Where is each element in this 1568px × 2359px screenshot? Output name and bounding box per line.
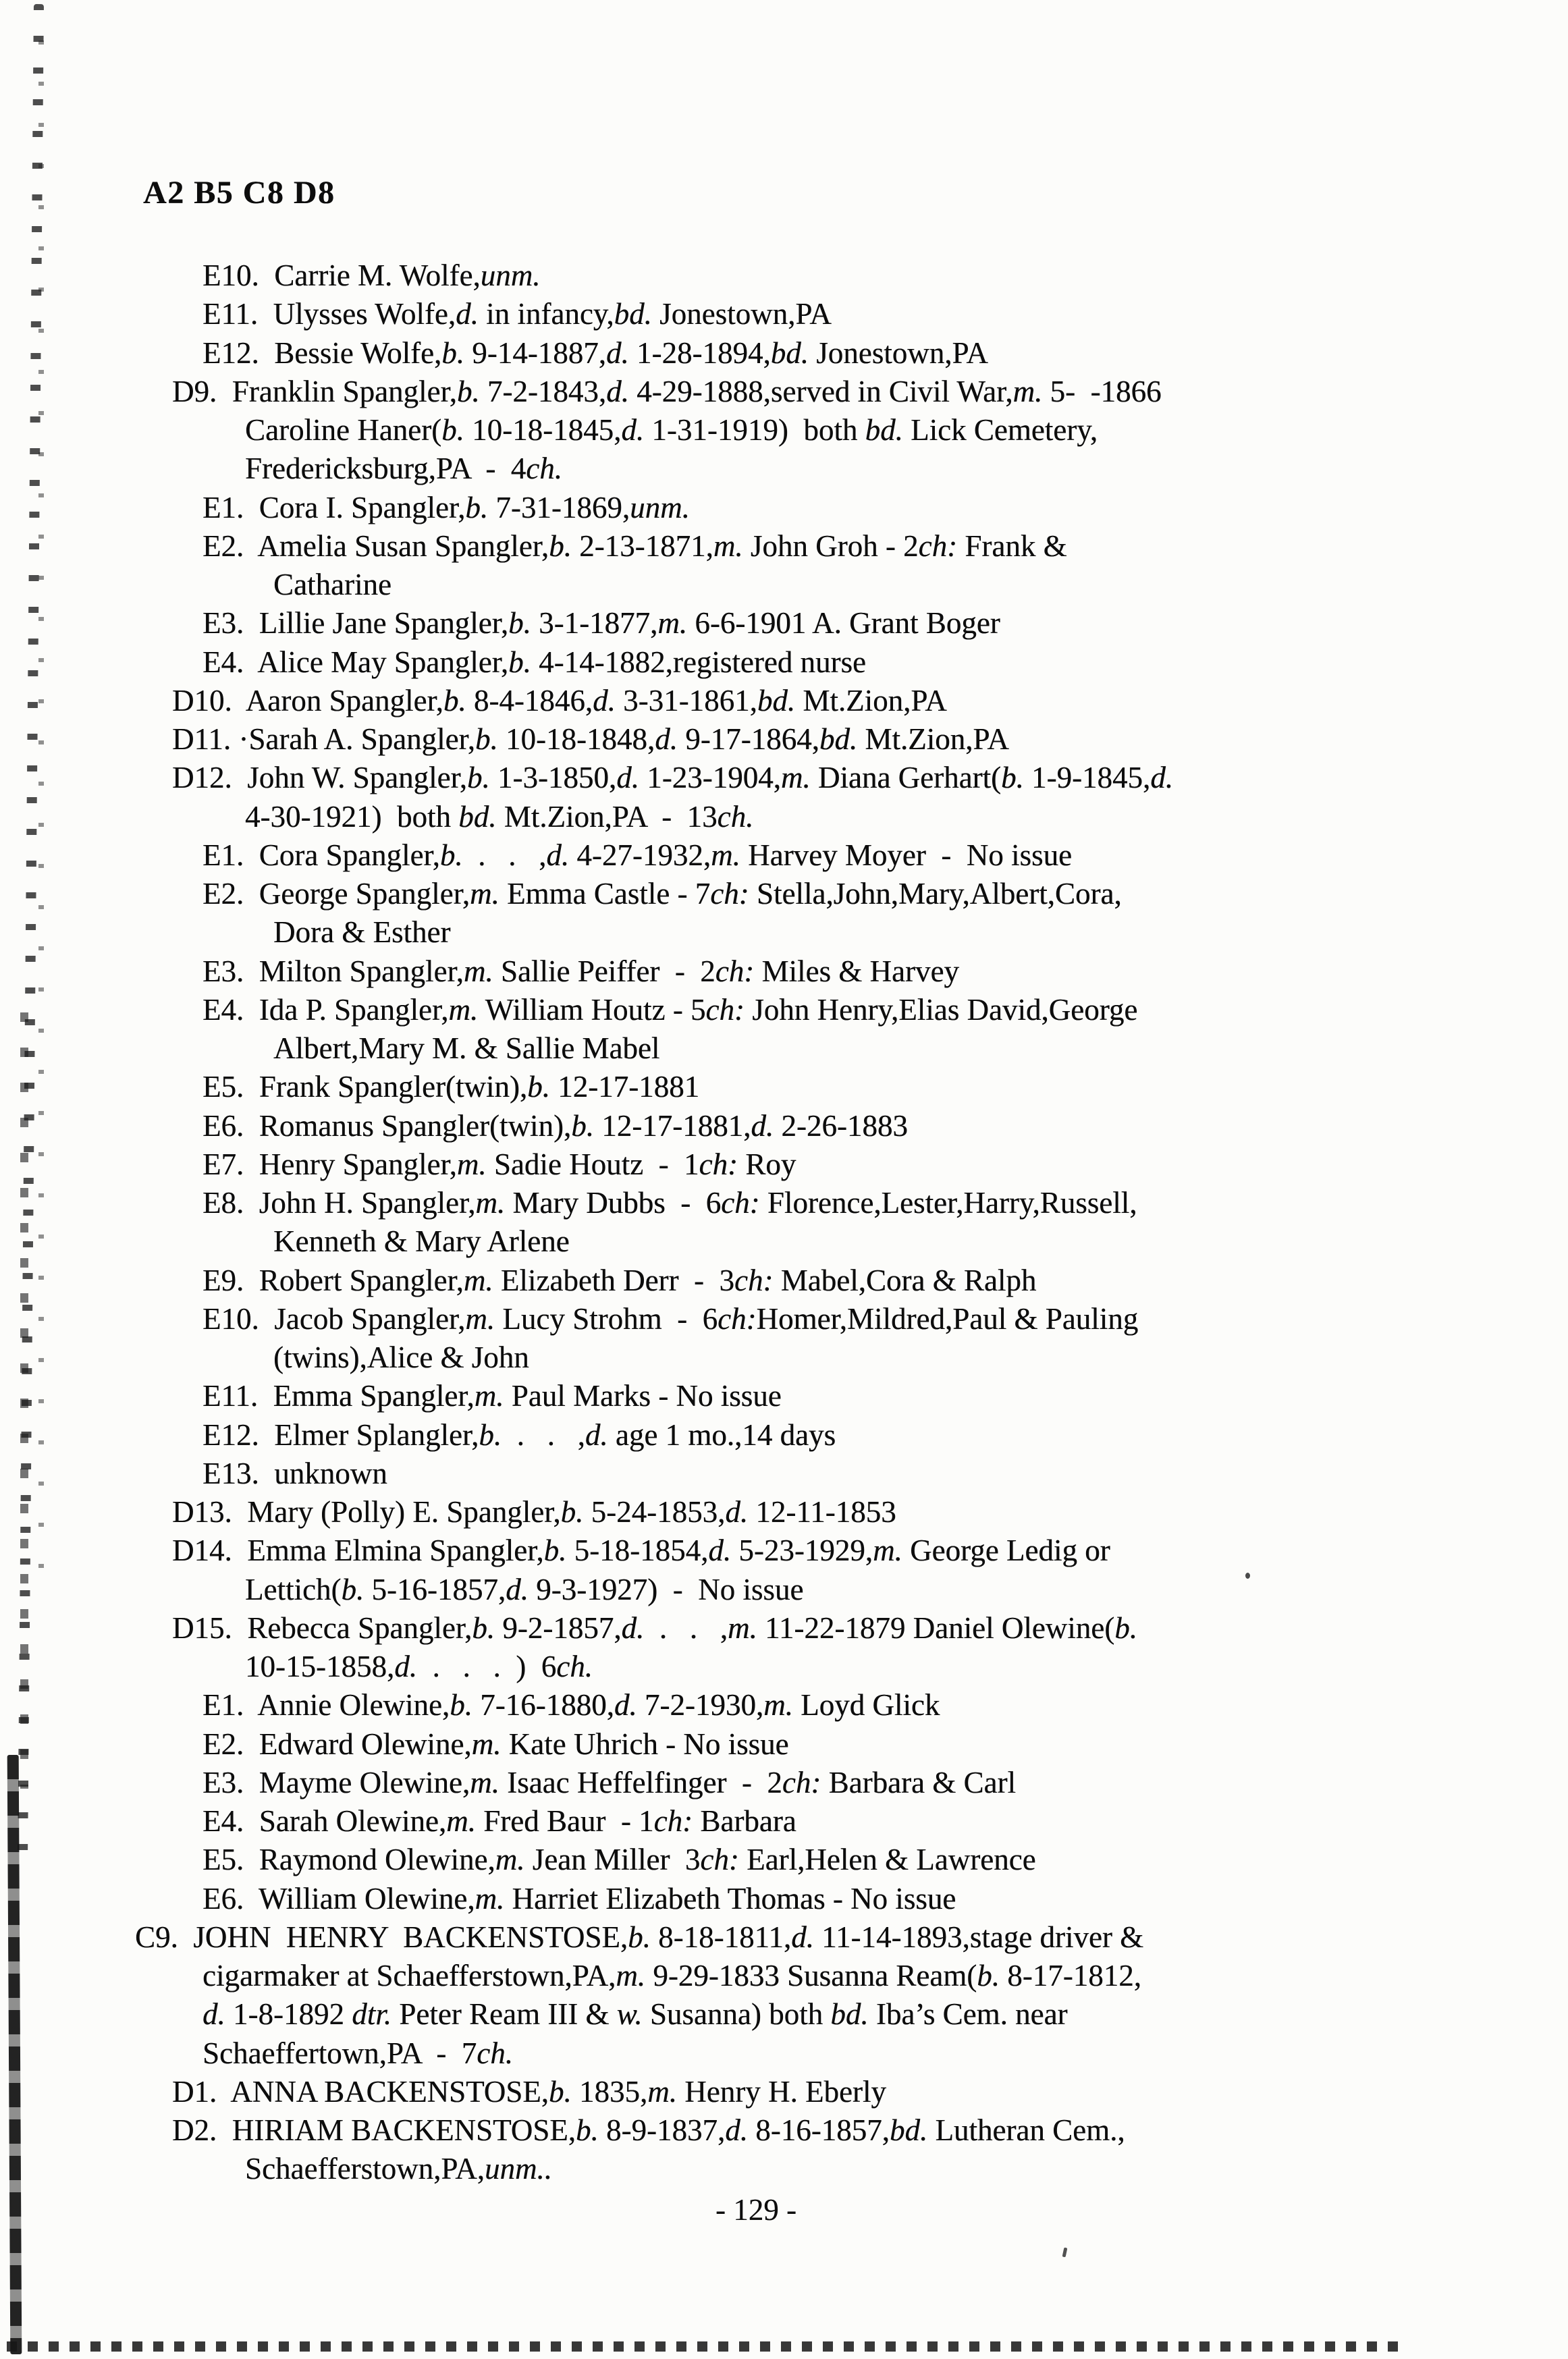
text-line: Caroline Haner(b. 10-18-1845,d. 1-31-1919) both bd. Lick Cemetery, <box>245 413 1098 447</box>
page-number: - 129 - <box>715 2193 796 2227</box>
text-line: Fredericksburg,PA - 4ch. <box>245 452 562 485</box>
text-line: D13. Mary (Polly) E. Spangler,b. 5-24-1853,d. 12-11-1853 <box>172 1495 896 1529</box>
text-line: E11. Ulysses Wolfe,d. in infancy,bd. Jonestown,PA <box>202 297 832 331</box>
text-line: Dora & Esther <box>273 915 451 949</box>
text-line: D14. Emma Elmina Spangler,b. 5-18-1854,d. 5-23-1929,m. George Ledig or <box>172 1534 1110 1567</box>
text-line: 4-30-1921) both bd. Mt.Zion,PA - 13ch. <box>245 800 754 834</box>
text-line: E1. Annie Olewine,b. 7-16-1880,d. 7-2-1930,m. Loyd Glick <box>202 1688 940 1722</box>
text-line: E4. Ida P. Spangler,m. William Houtz - 5ch: John Henry,Elias David,George <box>202 993 1138 1027</box>
text-line: E8. John H. Spangler,m. Mary Dubbs - 6ch: Florence,Lester,Harry,Russell, <box>202 1186 1137 1220</box>
text-line: Lettich(b. 5-16-1857,d. 9-3-1927) - No issue <box>245 1573 804 1606</box>
text-line: Catharine <box>273 568 391 601</box>
page-bottom-edge-artifact <box>7 2341 1404 2352</box>
text-line: E12. Bessie Wolfe,b. 9-14-1887,d. 1-28-1894,bd. Jonestown,PA <box>202 336 988 370</box>
text-line: 10-15-1858,d. . . . ) 6ch. <box>245 1650 593 1683</box>
text-line: E13. unknown <box>202 1457 387 1490</box>
text-line: E12. Elmer Splangler,b. . . ,d. age 1 mo.,14 days <box>202 1418 836 1452</box>
text-line: (twins),Alice & John <box>273 1340 529 1374</box>
text-line: E3. Mayme Olewine,m. Isaac Heffelfinger - 2ch: Barbara & Carl <box>202 1766 1016 1799</box>
text-line: E5. Raymond Olewine,m. Jean Miller 3ch: Earl,Helen & Lawrence <box>202 1843 1036 1876</box>
text-line: E1. Cora I. Spangler,b. 7-31-1869,unm. <box>202 491 690 524</box>
generation-code-heading: A2 B5 C8 D8 <box>143 175 335 211</box>
text-line: D10. Aaron Spangler,b. 8-4-1846,d. 3-31-1861,bd. Mt.Zion,PA <box>172 684 947 717</box>
stray-ink-mark <box>1245 1573 1250 1579</box>
text-line: D1. ANNA BACKENSTOSE,b. 1835,m. Henry H. Eberly <box>172 2075 886 2109</box>
text-line: E3. Milton Spangler,m. Sallie Peiffer - 2ch: Miles & Harvey <box>202 954 959 988</box>
binding-edge-artifact <box>20 1012 28 1789</box>
text-line: Schaefferstown,PA,unm.. <box>245 2152 552 2186</box>
text-line: E5. Frank Spangler(twin),b. 12-17-1881 <box>202 1070 700 1104</box>
text-line: D15. Rebecca Spangler,b. 9-2-1857,d. . . ,m. 11-22-1879 Daniel Olewine(b. <box>172 1611 1137 1645</box>
text-line: C9. JOHN HENRY BACKENSTOSE,b. 8-18-1811,d. 11-14-1893,stage driver & <box>135 1920 1144 1954</box>
text-line: E2. Amelia Susan Spangler,b. 2-13-1871,m. John Groh - 2ch: Frank & <box>202 529 1067 563</box>
text-line: E4. Alice May Spangler,b. 4-14-1882,registered nurse <box>202 645 866 679</box>
text-line: Albert,Mary M. & Sallie Mabel <box>273 1031 660 1065</box>
text-line: D2. HIRIAM BACKENSTOSE,b. 8-9-1837,d. 8-16-1857,bd. Lutheran Cem., <box>172 2113 1125 2147</box>
text-line: E2. George Spangler,m. Emma Castle - 7ch: Stella,John,Mary,Albert,Cora, <box>202 877 1122 911</box>
binding-edge-artifact <box>38 40 44 1593</box>
text-line: E9. Robert Spangler,m. Elizabeth Derr - 3ch: Mabel,Cora & Ralph <box>202 1264 1037 1297</box>
text-line: D12. John W. Spangler,b. 1-3-1850,d. 1-23-1904,m. Diana Gerhart(b. 1-9-1845,d. <box>172 761 1174 794</box>
text-line: D9. Franklin Spangler,b. 7-2-1843,d. 4-29-1888,served in Civil War,m. 5- -1866 <box>172 375 1162 408</box>
text-line: D11. ·Sarah A. Spangler,b. 10-18-1848,d. 9-17-1864,bd. Mt.Zion,PA <box>172 722 1009 756</box>
text-line: E6. Romanus Spangler(twin),b. 12-17-1881,d. 2-26-1883 <box>202 1109 908 1143</box>
text-line: E6. William Olewine,m. Harriet Elizabeth Thomas - No issue <box>202 1882 956 1916</box>
text-line: E3. Lillie Jane Spangler,b. 3-1-1877,m. 6-6-1901 A. Grant Boger <box>202 606 1000 640</box>
text-line: E4. Sarah Olewine,m. Fred Baur - 1ch: Barbara <box>202 1804 796 1838</box>
text-line: E1. Cora Spangler,b. . . ,d. 4-27-1932,m. Harvey Moyer - No issue <box>202 838 1072 872</box>
text-line: E11. Emma Spangler,m. Paul Marks - No issue <box>202 1379 782 1413</box>
text-line: Schaeffertown,PA - 7ch. <box>202 2036 513 2070</box>
text-line: E7. Henry Spangler,m. Sadie Houtz - 1ch: Roy <box>202 1147 796 1181</box>
text-line: d. 1-8-1892 dtr. Peter Ream III & w. Susanna) both bd. Iba’s Cem. near <box>202 1997 1068 2031</box>
text-line: E10. Carrie M. Wolfe,unm. <box>202 259 541 292</box>
text-line: E10. Jacob Spangler,m. Lucy Strohm - 6ch:Homer,Mildred,Paul & Pauling <box>202 1302 1139 1336</box>
text-line: cigarmaker at Schaefferstown,PA,m. 9-29-1833 Susanna Ream(b. 8-17-1812, <box>202 1959 1141 1992</box>
text-line: Kenneth & Mary Arlene <box>273 1224 570 1258</box>
text-line: E2. Edward Olewine,m. Kate Uhrich - No issue <box>202 1727 789 1761</box>
